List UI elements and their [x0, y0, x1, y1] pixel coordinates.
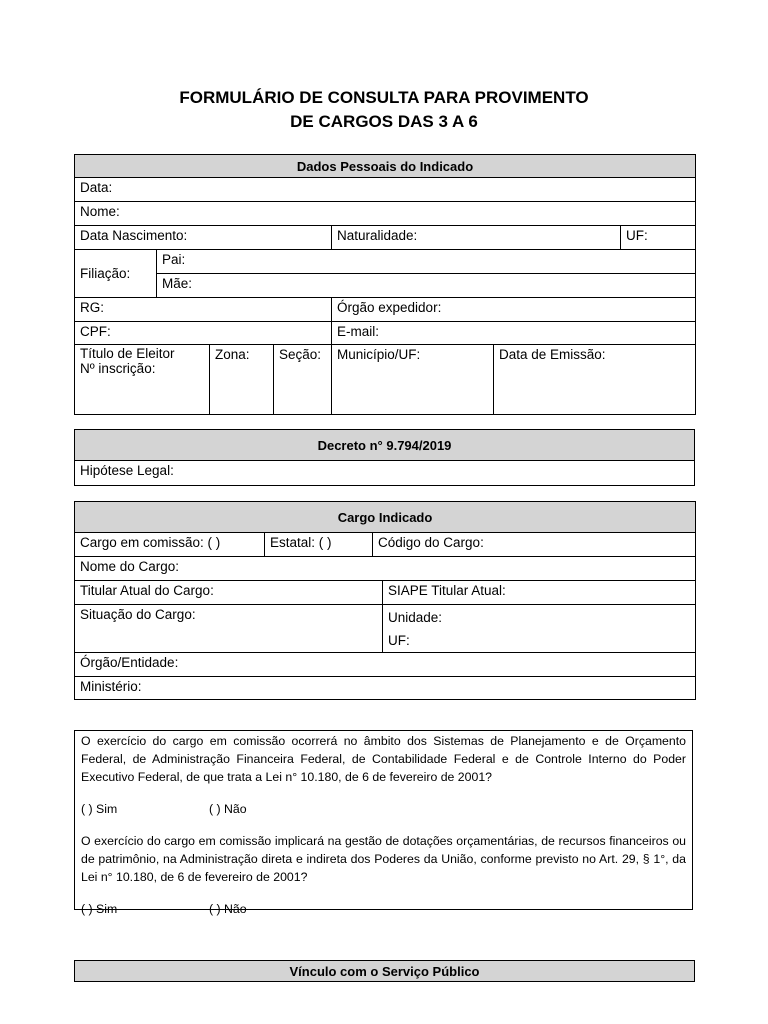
field-pai[interactable]: Pai: — [157, 250, 696, 274]
field-titular-atual[interactable]: Titular Atual do Cargo: — [75, 581, 383, 605]
section-header-decreto: Decreto n° 9.794/2019 — [75, 430, 695, 461]
section-header-cargo: Cargo Indicado — [75, 502, 696, 533]
field-cargo-comissao[interactable]: Cargo em comissão: ( ) — [75, 533, 265, 557]
field-cpf[interactable]: CPF: — [75, 322, 332, 345]
question-2: O exercício do cargo em comissão implicará na gestão de dotações orçamentárias, de recursos financeiros ou de patrimônio, na Administração direta e indireta dos Poderes da União, conforme previsto no Art. 29, § 1°, da Lei n° 10.180, de 6 de fevereiro de 2001? — [81, 834, 686, 884]
label-unidade: Unidade: — [388, 610, 443, 625]
form-title-line1: FORMULÁRIO DE CONSULTA PARA PROVIMENTO — [179, 88, 589, 107]
field-orgao-expedidor[interactable]: Órgão expedidor: — [332, 298, 696, 322]
field-email[interactable]: E-mail: — [332, 322, 696, 345]
form-title-line2: DE CARGOS DAS 3 A 6 — [290, 112, 478, 131]
field-rg[interactable]: RG: — [75, 298, 332, 322]
section-header-personal-data: Dados Pessoais do Indicado — [75, 155, 696, 178]
field-data-nascimento[interactable]: Data Nascimento: — [75, 226, 332, 250]
field-codigo-cargo[interactable]: Código do Cargo: — [373, 533, 696, 557]
field-secao[interactable]: Seção: — [274, 345, 332, 415]
label-filiacao: Filiação: — [75, 250, 157, 298]
bond-table — [74, 960, 695, 982]
field-naturalidade[interactable]: Naturalidade: — [332, 226, 621, 250]
position-table — [74, 501, 696, 700]
field-data[interactable]: Data: — [75, 178, 696, 202]
label-titulo-eleitor: Título de Eleitor — [80, 346, 175, 361]
question-2-options — [81, 900, 686, 918]
field-mae[interactable]: Mãe: — [157, 274, 696, 298]
field-siape-titular[interactable]: SIAPE Titular Atual: — [383, 581, 696, 605]
field-data-emissao[interactable]: Data de Emissão: — [494, 345, 696, 415]
label-uf-cargo: UF: — [388, 633, 410, 648]
field-nome[interactable]: Nome: — [75, 202, 696, 226]
q1-sim-option[interactable]: ( ) Sim — [81, 802, 118, 816]
label-n-inscricao: Nº inscrição: — [80, 361, 156, 376]
decree-table — [74, 429, 695, 486]
section-header-vinculo: Vínculo com o Serviço Público — [75, 961, 695, 982]
question-1-options — [81, 800, 686, 818]
q1-nao-option[interactable]: ( ) Não — [209, 802, 247, 816]
question-1: O exercício do cargo em comissão ocorrerá no âmbito dos Sistemas de Planejamento e de Orçamento Federal, de Administração Financeira Federal, de Contabilidade Federal e de Controle Interno do Poder Executivo Federal, de que trata a Lei n° 10.180, de 6 de fevereiro de 2001? — [81, 734, 686, 784]
field-municipio-uf[interactable]: Município/UF: — [332, 345, 494, 415]
field-hipotese-legal[interactable]: Hipótese Legal: — [75, 461, 695, 486]
field-ministerio[interactable]: Ministério: — [75, 677, 696, 700]
field-nome-cargo[interactable]: Nome do Cargo: — [75, 557, 696, 581]
q2-sim-option[interactable]: ( ) Sim — [81, 902, 118, 916]
field-situacao-cargo[interactable]: Situação do Cargo: — [75, 605, 383, 653]
field-titulo-eleitor[interactable] — [75, 345, 210, 415]
field-uf[interactable]: UF: — [621, 226, 696, 250]
field-orgao-entidade[interactable]: Órgão/Entidade: — [75, 653, 696, 677]
field-estatal[interactable]: Estatal: ( ) — [265, 533, 373, 557]
field-unidade-uf[interactable] — [383, 605, 696, 653]
form-title — [0, 86, 768, 134]
personal-data-table — [74, 154, 696, 415]
questions-box — [74, 730, 693, 916]
q2-nao-option[interactable]: ( ) Não — [209, 902, 247, 916]
field-zona[interactable]: Zona: — [210, 345, 274, 415]
